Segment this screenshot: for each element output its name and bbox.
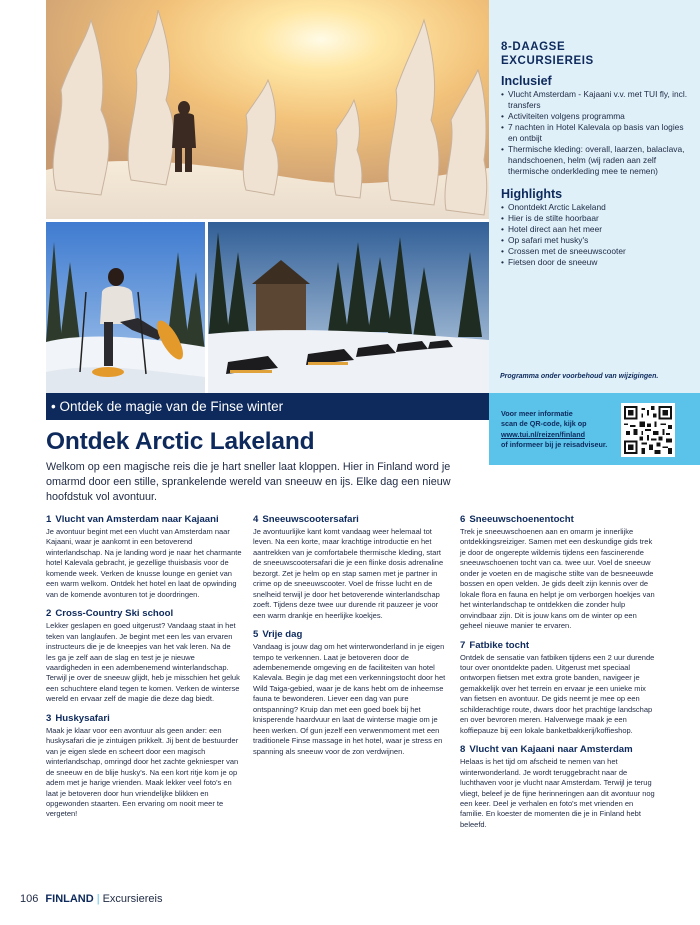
photo-snowshoeing — [46, 222, 205, 393]
photo-winter-sunset — [46, 0, 489, 219]
highlights-heading: Highlights — [501, 187, 563, 201]
footer-country: FINLAND — [45, 893, 94, 905]
list-item: • Hier is de stilte hoorbaar — [501, 213, 690, 224]
inclusief-list — [501, 89, 690, 177]
day-text: Lekker geslapen en goed uitgerust? Vandaag staat in het teken van langlaufen. Je begint met een les van ervaren instructeurs die je de kneepjes van het vak leren. Na de les ga je zelf aan de slag en test je je nieuwe vaardigheden in een adembenemend winterlandschap. Terwijl je over de sneeuw glijdt, heb je misschien het geluk een schuchtere eland tegen te komen. Verken de winterse wereld en ervaar zelf de magie die deze dag biedt. — [46, 621, 240, 704]
day-text: Je avontuurlijke kant komt vandaag weer helemaal tot leven. Na een korte, maar krachtige introductie en het aantrekken van je comfortabele thermische kleding, start de sneeuwscootersafari die je een flinke dosis adrenaline bezorgt. Zet je helm op en stap samen met je partner in crime op de sneeuwscooter. Voel de frisse lucht en de snelheid terwijl je door het betoverende winterlandschap zoeft. Tijdens deze twee uur durende rit pauzeer je voor een warm drankje en heerlijke koekjes. — [253, 527, 444, 620]
highlights-list — [501, 202, 690, 268]
day-heading: 1 Vlucht van Amsterdam naar Kajaani — [46, 514, 219, 525]
day-text: Ontdek de sensatie van fatbiken tijdens een 2 uur durende tour over onontdekte paden. Uitgerust met speciaal ontworpen fietsen met extra grote banden, navigeer je gemakkelijk over het terrein en ervaar je een unieke mix van fietsen en avontuur. De gids neemt je mee op een schilderachtige route, dwars door het prachtige landschap en over bevroren meren. Halverwege maak je een koffiepauze bij een lokale banketbakkerij/koffieshop. — [460, 652, 655, 735]
trip-info-panel — [489, 0, 700, 393]
list-item: • 7 nachten in Hotel Kalevala op basis van logies en ontbijt — [501, 122, 690, 144]
list-item: • Hotel direct aan het meer — [501, 224, 690, 235]
itinerary-column-3 — [460, 514, 656, 838]
day-heading: 3 Huskysafari — [46, 712, 110, 724]
page-title: Ontdek Arctic Lakeland — [46, 428, 315, 455]
day-heading: 7 Fatbike tocht — [460, 639, 530, 651]
program-disclaimer: Programma onder voorbehoud van wijzigingen. — [500, 373, 659, 380]
page-number: 106 — [20, 893, 39, 905]
list-item: • Vlucht Amsterdam - Kajaani v.v. met TUI fly, incl. transfers — [501, 89, 690, 111]
info-link[interactable]: www.tui.nl/reizen/finland — [501, 429, 585, 439]
qr-code-icon[interactable] — [621, 403, 675, 457]
inclusief-heading: Inclusief — [501, 74, 552, 88]
page-footer — [20, 893, 162, 905]
day-text: Je avontuur begint met een vlucht van Amsterdam naar Kajaani, waar je aankomt in een betoverend winterlandschap. Na je landing word je naar het charmante hotel Kalevala gebracht, je gezellige thuisbasis voor de komende week. Verken de knusse lounge en geniet van een warm welkom. Ontdek het hotel en laat de opwinding van de komende avonturen tot je doordringen. — [46, 527, 242, 599]
list-item: • Crossen met de sneeuwscooter — [501, 246, 690, 257]
list-item: • Onontdekt Arctic Lakeland — [501, 202, 690, 213]
qr-info-text: Voor meer informatie scan de QR-code, kijk op www.tui.nl/reizen/finland of informeer bij je reisadviseur. — [501, 409, 621, 451]
day-text: Vandaag is jouw dag om het winterwonderland in je eigen tempo te verkennen. Laat je betoveren door de adembenemende omgeving en de faciliteiten van hotel Kalevala. Begin je dag met een verkenningstocht door het Wild Taiga-gebied, waar je de kans hebt om de inheemse fauna te bewonderen. Liever een dag van pure ontspanning? Kruip dan met een goed boek bij het knisperende haardvuur en laat de winterse magie om je heen werken. Of gun jezelf een verwenmoment met een traditionele Finse massage in het hotel, waar je stress en spanning als sneeuw voor de zon verdwijnen. — [253, 642, 446, 756]
list-item: • Fietsen door de sneeuw — [501, 257, 690, 268]
day-text: Trek je sneeuwschoenen aan en omarm je innerlijke ontdekkingsreiziger. Samen met een deskundige gids trek je door de ongerepte wildernis tijdens een fascinerende sneeuwschoenen tocht van ca. twee uur. Voel de sneeuw onder je voeten en de magische stilte van de besneeuwde bossen en open velden. Je gids deelt zijn kennis over de lokale flora en fauna en helpt je om verborgen hoekjes van het winterlandschap te ontdekken die zonder hulp onvindbaar zijn. Dit is jouw kans om de winter op een geheel nieuwe manier te ervaren. — [460, 527, 655, 631]
list-item: • Thermische kleding: overall, laarzen, balaclava, handschoenen, helm (wij raden aan zelf thermische onderkleding mee te nemen) — [501, 144, 690, 177]
tagline-banner: • Ontdek de magie van de Finse winter — [46, 393, 489, 420]
trip-type-label: 8-DAAGSE EXCURSIEREIS — [501, 41, 594, 67]
footer-section: Excursiereis — [102, 893, 163, 905]
footer-separator: | — [96, 893, 100, 905]
qr-info-block — [489, 393, 700, 465]
list-item: • Op safari met husky's — [501, 235, 690, 246]
day-heading: 8 Vlucht van Kajaani naar Amsterdam — [460, 744, 633, 756]
intro-paragraph: Welkom op een magische reis die je hart sneller laat kloppen. Hier in Finland word je omarmd door een stille, sprankelende wereld van sneeuw en ijs. Elke dag een nieuw hoofdstuk vol avontuur. — [46, 461, 451, 503]
day-text: Helaas is het tijd om afscheid te nemen van het winterwonderland. Je wordt teruggebracht naar de luchthaven voor je vlucht naar Amsterdam. Terwijl je terug vliegt, beleef je de fijne herinneringen aan dit avontuur nog een keer. Deel je verhalen en foto's met vrienden en familie. En koester de momenten die je in Finland hebt beleefd. — [460, 757, 655, 829]
day-heading: 5 Vrije dag — [253, 629, 303, 641]
photo-snowmobiles — [208, 222, 489, 393]
itinerary-column-2 — [253, 514, 449, 765]
list-item: • Activiteiten volgens programma — [501, 111, 690, 122]
day-text: Maak je klaar voor een avontuur als geen ander: een huskysafari die je zintuigen prikkelt. Jij bent de bestuurder van je eigen slede en scheert door een magisch winterlandschap, omringd door het zachte gekniesper van de sneeuw en de blije husky's. Na een kort ritje kom je op adem met je harige vrienden. Maak lekker veel foto's en laat je betoveren door hun vriendelijke blikken en opgewonden staarten. Een ervaring om nooit meer te vergeten! — [46, 725, 239, 819]
day-heading: 6 Sneeuwschoenentocht — [460, 514, 574, 525]
day-heading: 4 Sneeuwscootersafari — [253, 514, 359, 525]
itinerary-column-1 — [46, 514, 242, 828]
day-heading: 2 Cross-Country Ski school — [46, 608, 174, 620]
